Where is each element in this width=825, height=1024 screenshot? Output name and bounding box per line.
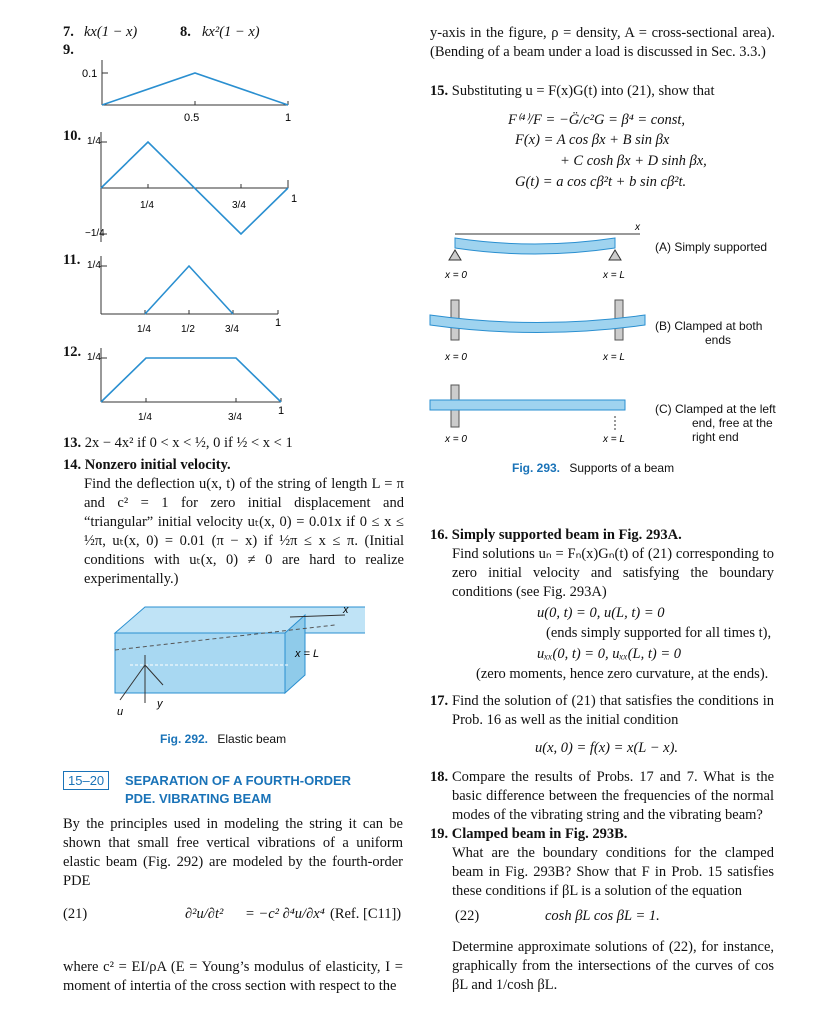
- problem-7-number: 7.: [63, 24, 74, 40]
- problem-15: [430, 82, 775, 101]
- fig293c-label-line-2: end, free at the: [692, 416, 773, 430]
- problem-9-x-label-half: 0.5: [184, 112, 200, 124]
- problem-11-y-top-label: 1/4: [87, 260, 101, 271]
- fig292-y-label: y: [157, 698, 163, 710]
- problem-11-x-label-half: 1/2: [181, 324, 195, 335]
- problem-17-body: Find the solution of (21) that satisfies the conditions in Prob. 16 as well as the initial condition: [452, 693, 774, 728]
- problem-9-graph: [80, 55, 310, 125]
- equation-21-lhs: ∂²u/∂t²: [185, 906, 224, 922]
- problem-11-x-label-three-quarter: 3/4: [225, 324, 239, 335]
- beam-supports-figure: [425, 220, 650, 455]
- fig293c-label: [655, 402, 776, 444]
- section-title-line-2: PDE. VIBRATING BEAM: [125, 791, 272, 806]
- problem-15-eq-4: G(t) = a cos cβ²t + b sin cβ²t.: [515, 174, 687, 190]
- fig293b-label-line-2: ends: [705, 333, 732, 347]
- problem-10-x-label-three-quarter: 3/4: [232, 200, 246, 211]
- section-title: [125, 772, 351, 808]
- section-intro: By the principles used in modeling the string it can be shown that small free vertical vibrations of a uniform elastic beam (Fig. 292) are modeled by the fourth-order PDE: [63, 816, 403, 889]
- problem-17-number: 17.: [430, 693, 449, 709]
- problem-12-x-label-one: 1: [278, 405, 285, 417]
- fig293c-label-line-1: (C) Clamped at the left: [655, 402, 776, 416]
- problem-11-x-label-quarter: 1/4: [137, 324, 151, 335]
- problem-16-eq-4: (zero moments, hence zero curvature, at the ends).: [476, 666, 769, 682]
- where-text: where c² = EI/ρA (E = Young’s modulus of elasticity, I = moment of intertia of the cross section with respect to the: [63, 959, 403, 994]
- problem-12-y-top-label: 1/4: [87, 352, 101, 363]
- section-range-box: 15–20: [63, 771, 109, 790]
- problem-7-expression: kx(1 − x): [84, 24, 138, 40]
- fig293-caption-text: Supports of a beam: [569, 461, 675, 475]
- problem-11-number: 11.: [63, 252, 81, 268]
- problem-12-graph: [85, 346, 315, 431]
- problem-9-x-label-one: 1: [285, 112, 292, 124]
- problem-10-x-label-quarter: 1/4: [140, 200, 154, 211]
- fig293c-xL-label: x = L: [603, 434, 625, 445]
- problem-16: [430, 526, 775, 545]
- problem-18-number: 18.: [430, 769, 449, 785]
- fig293b-label-line-1: (B) Clamped at both: [655, 319, 763, 333]
- problem-9-number: 9.: [63, 42, 74, 58]
- fig292-caption: [160, 732, 286, 746]
- problem-13-text: 2x − 4x² if 0 < x < ½, 0 if ½ < x < 1: [84, 435, 293, 451]
- problem-16-eq-1: u(0, t) = 0, u(L, t) = 0: [537, 605, 665, 621]
- section-title-line-1: SEPARATION OF A FOURTH-ORDER: [125, 773, 352, 788]
- problem-16-body: Find solutions uₙ = Fₙ(x)Gₙ(t) of (21) corresponding to zero initial velocity and satisfying the boundary conditions (see Fig. 293A): [452, 546, 774, 600]
- fig293b-xL-label: x = L: [603, 352, 625, 363]
- equation-22-number: (22): [455, 908, 480, 924]
- problem-10-number: 10.: [63, 128, 82, 144]
- problem-14: [63, 456, 403, 475]
- fig292-x-axis-label: x: [343, 604, 349, 616]
- fig293c-x0-label: x = 0: [445, 434, 467, 445]
- fig293b-x0-label: x = 0: [445, 352, 467, 363]
- problem-16-number: 16.: [430, 527, 449, 543]
- problem-9-y-label: 0.1: [82, 68, 98, 80]
- problem-16-title: Simply supported beam in Fig. 293A.: [451, 527, 682, 543]
- fig292-x-equals-L-label: x = L: [295, 648, 320, 660]
- problem-16-eq-2: (ends simply supported for all times t),: [546, 625, 772, 641]
- elastic-beam-figure: [105, 595, 365, 725]
- equation-22: cosh βL cos βL = 1.: [545, 908, 660, 924]
- problem-12-x-label-three-quarter: 3/4: [228, 412, 242, 423]
- fig292-caption-number: Fig. 292.: [160, 732, 209, 746]
- problem-19-body: What are the boundary conditions for the clamped beam in Fig. 293B? Show that F in Prob. 15 satisfies these conditions if βL is a solution of the equation: [452, 845, 774, 899]
- problem-8-expression: kx²(1 − x): [202, 24, 260, 40]
- problem-10-graph: [85, 130, 315, 248]
- problem-12-number: 12.: [63, 344, 82, 360]
- equation-21-number: (21): [63, 906, 88, 922]
- problem-14-title: Nonzero initial velocity.: [84, 457, 231, 473]
- problem-13: [63, 434, 403, 453]
- fig293c-label-line-3: right end: [692, 430, 739, 444]
- fig293b-label: [655, 319, 762, 347]
- fig292-u-label: u: [117, 706, 124, 718]
- right-top-text: y-axis in the figure, ρ = density, A = cross-sectional area). (Bending of a beam under a load is discussed in Sec. 3.3.): [430, 25, 775, 60]
- problem-15-eq-3: + C cosh βx + D sinh βx,: [560, 153, 707, 169]
- problem-14-body: Find the deflection u(x, t) of the string of length L = π and c² = 1 for zero initial displacement and “triangular” initial velocity uₜ(x, 0) = 0.01x if 0 ≤ x ≤ ½π, uₜ(x, 0) = 0.01 (π − x) if ½π ≤ x ≤ π. (Initial conditions with uₜ(x, 0) ≠ 0 are hard to realize experimentally.): [84, 476, 404, 587]
- problem-11-x-label-one: 1: [275, 317, 282, 329]
- final-text: Determine approximate solutions of (22), for instance, graphically from the intersections of the curves of cos βL and 1/cosh βL.: [452, 939, 774, 993]
- problem-15-eq-2: F(x) = A cos βx + B sin βx: [515, 132, 670, 148]
- fig293-caption: [512, 461, 674, 475]
- problem-19-number: 19.: [430, 826, 449, 842]
- problem-15-eq-1: F⁽⁴⁾/F = −G̈/c²G = β⁴ = const,: [508, 112, 686, 128]
- problem-19-title: Clamped beam in Fig. 293B.: [451, 826, 628, 842]
- problem-18-body: Compare the results of Probs. 17 and 7. What is the basic difference between the frequencies of the normal modes of the vibrating string and the vibrating beam?: [452, 769, 774, 823]
- equation-21-reference: (Ref. [C11]): [330, 906, 402, 922]
- equation-21-rhs: = −c² ∂⁴u/∂x⁴: [245, 906, 325, 922]
- fig293a-label: (A) Simply supported: [655, 240, 768, 254]
- fig293-caption-number: Fig. 293.: [512, 461, 561, 475]
- problem-8-number: 8.: [180, 24, 191, 40]
- problem-12-x-label-quarter: 1/4: [138, 412, 152, 423]
- problem-10-x-label-one: 1: [291, 193, 298, 205]
- fig292-caption-text: Elastic beam: [217, 732, 287, 746]
- problem-19: [430, 825, 775, 844]
- problem-10-y-top-label: 1/4: [87, 136, 101, 147]
- problem-15-number: 15.: [430, 83, 449, 99]
- problem-10-y-bottom-label: −1/4: [85, 228, 105, 239]
- problem-14-number: 14.: [63, 457, 82, 473]
- problem-17-equation: u(x, 0) = f(x) = x(L − x).: [535, 740, 679, 756]
- problem-15-text: Substituting u = F(x)G(t) into (21), show that: [451, 83, 715, 99]
- problem-13-number: 13.: [63, 435, 82, 451]
- problem-11-graph: [85, 254, 315, 344]
- problem-16-eq-3: uₓₓ(0, t) = 0, uₓₓ(L, t) = 0: [537, 646, 681, 662]
- fig293a-xL-label: x = L: [603, 270, 625, 281]
- fig293a-x-label: x: [635, 222, 640, 233]
- fig293a-x0-label: x = 0: [445, 270, 467, 281]
